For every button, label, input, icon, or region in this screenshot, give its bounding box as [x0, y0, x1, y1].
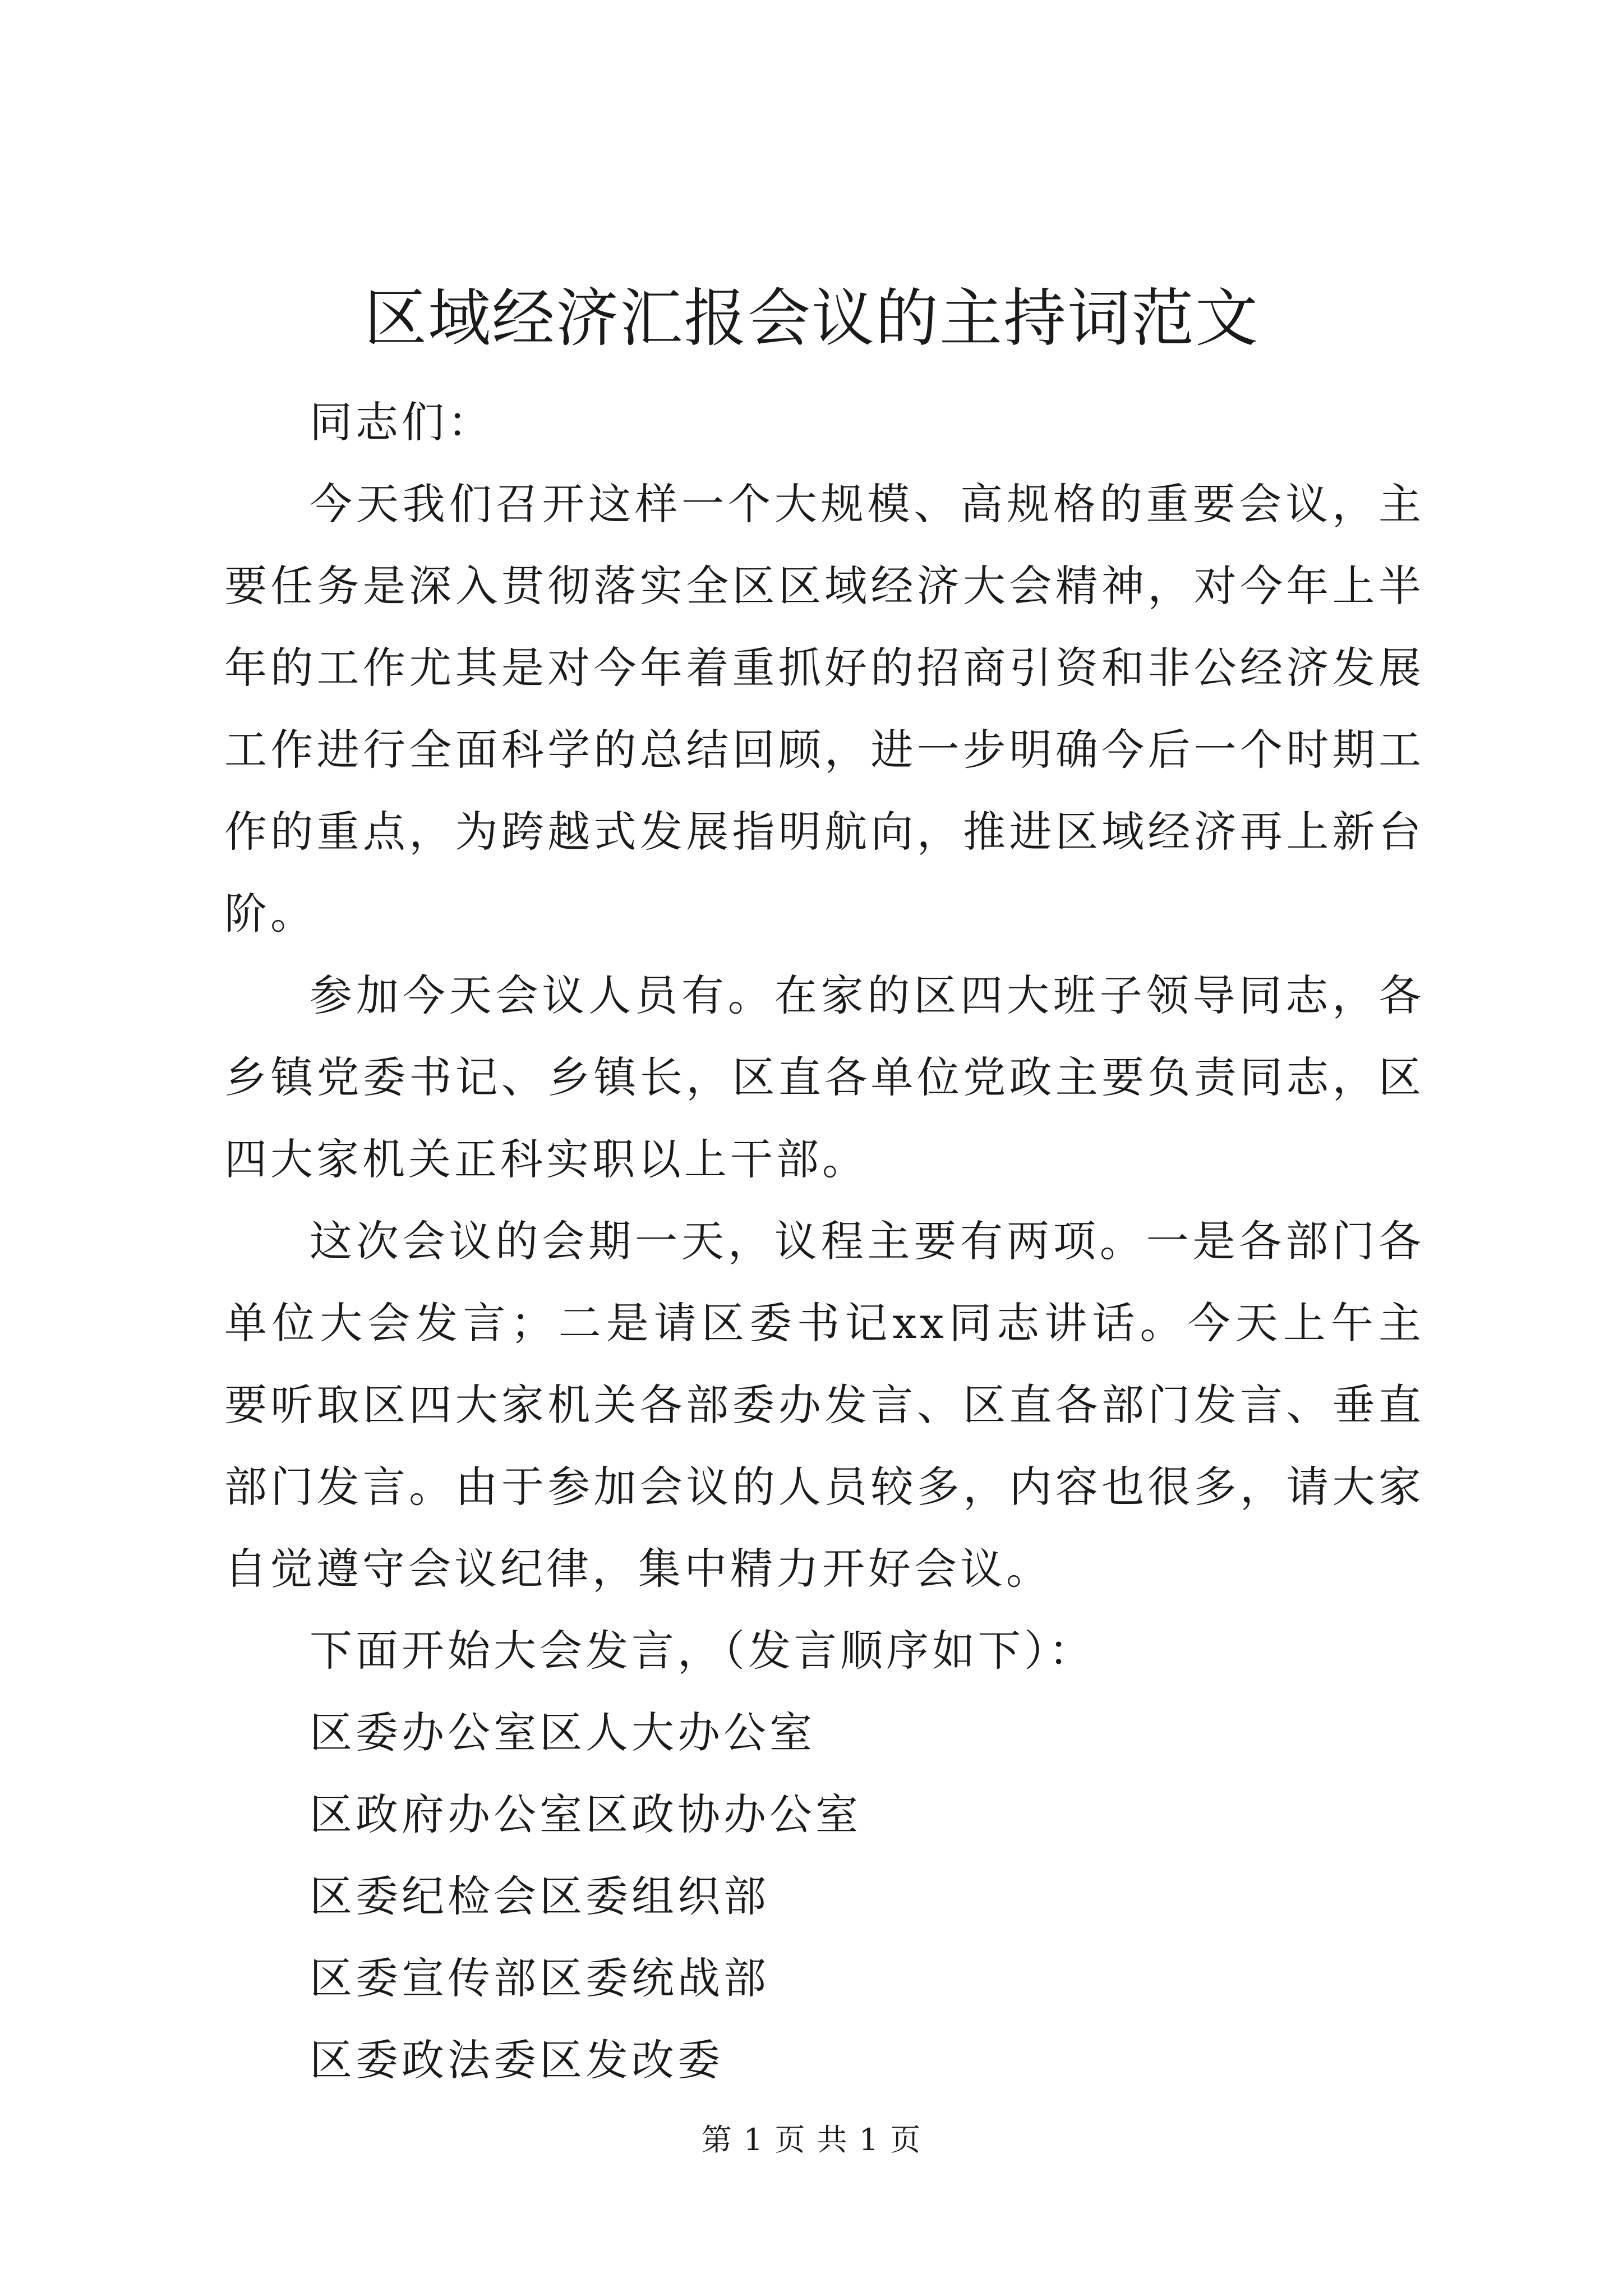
document-body: [224, 381, 1424, 2101]
paragraph-speaking-intro: 下面开始大会发言，（发言顺序如下）：: [310, 1626, 1095, 1676]
paragraph-agenda: 这次会议的会期一天，议程主要有两项。一是各部门各单位大会发言；二是请区委书记xx同志讲话。今天上午主要听取区四大家机关各部委办发言、区直各部门发言、垂直部门发言。由于参加会议的人员较多，内容也很多，请大家自觉遵守会议纪律，集中精力开好会议。: [224, 1216, 1424, 1594]
speaking-order-item: 区委宣传部区委统战部: [310, 1953, 769, 2003]
speaking-order-item: 区委纪检会区委组织部: [310, 1871, 769, 1921]
document-title: 区域经济汇报会议的主持词范文: [364, 282, 1259, 355]
page-number-footer: 第 1 页 共 1 页: [701, 2122, 922, 2157]
paragraph-attendees: 参加今天会议人员有。在家的区四大班子领导同志，各乡镇党委书记、乡镇长，区直各单位党政主要负责同志，区四大家机关正科实职以上干部。: [224, 970, 1424, 1184]
paragraph-purpose: 今天我们召开这样一个大规模、高规格的重要会议，主要任务是深入贯彻落实全区区域经济大会精神，对今年上半年的工作尤其是对今年着重抓好的招商引资和非公经济发展工作进行全面科学的总结回顾，进一步明确今后一个时期工作的重点，为跨越式发展指明航向，推进区域经济再上新台阶。: [224, 479, 1424, 938]
speaking-order-item: 区委办公室区人大办公室: [310, 1708, 815, 1757]
speaking-order-item: 区委政法委区发改委: [310, 2035, 723, 2085]
salutation: 同志们：: [310, 397, 494, 447]
speaking-order-item: 区政府办公室区政协办公室: [310, 1789, 861, 1839]
